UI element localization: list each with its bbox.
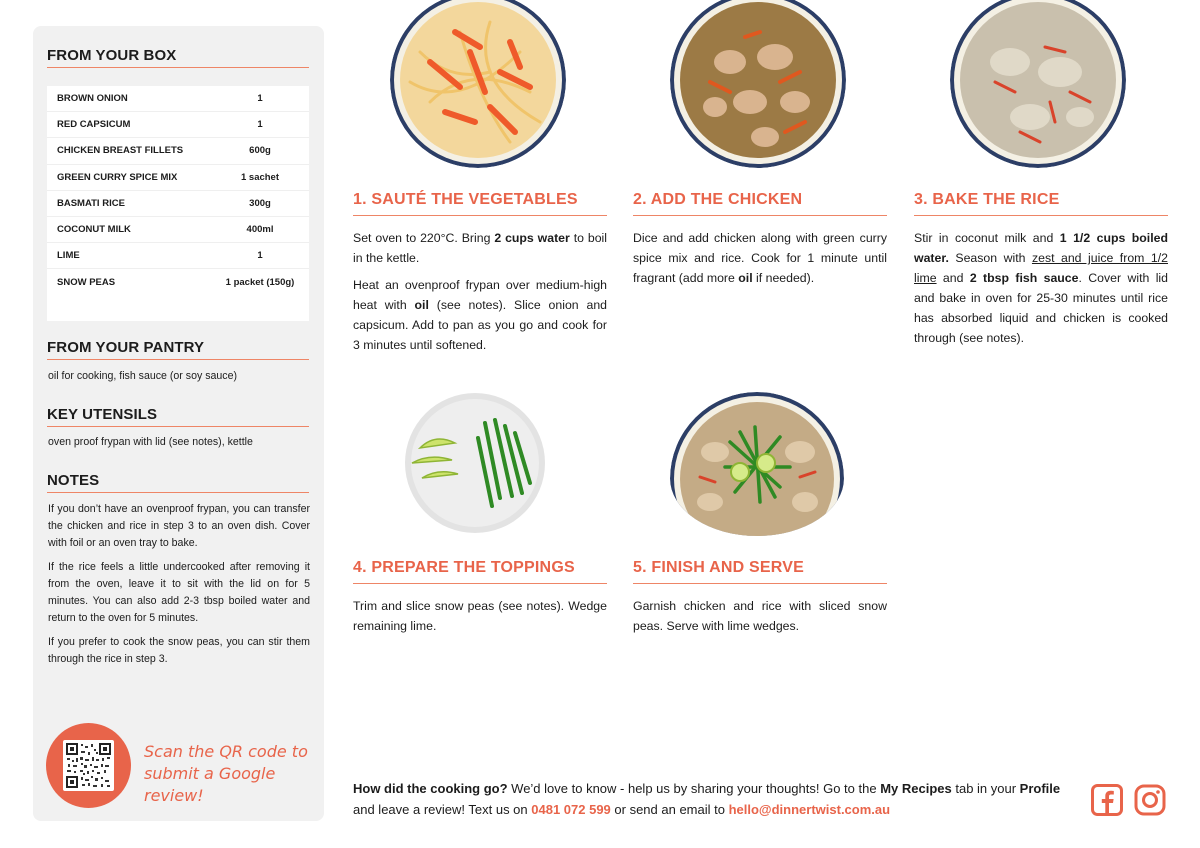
note-paragraph: If you prefer to cook the snow peas, you can stir them through the rice in step 3. xyxy=(48,636,310,665)
pantry-text: oil for cooking, fish sauce (or soy sauce) xyxy=(48,370,238,382)
ingredient-name: GREEN CURRY SPICE MIX xyxy=(57,171,178,183)
step-title: 5. FINISH AND SERVE xyxy=(633,559,887,584)
notes-body xyxy=(48,501,310,675)
key-utensils-title: KEY UTENSILS xyxy=(47,406,309,427)
box-row xyxy=(47,138,309,164)
box-row xyxy=(47,243,309,269)
step-1 xyxy=(353,191,607,362)
step-body xyxy=(353,596,607,636)
box-row xyxy=(47,86,309,112)
step-paragraph: Heat an ovenproof frypan over medium-high heat with oil (see notes). Slice onion and capsicum. Add to pan as you go and cook for 3 minutes until softened. xyxy=(353,278,608,352)
ingredient-name: SNOW PEAS xyxy=(57,276,116,288)
from-your-box-title: FROM YOUR BOX xyxy=(47,47,309,68)
step-paragraph: Trim and slice snow peas (see notes). Wedge remaining lime. xyxy=(353,599,607,633)
box-row xyxy=(47,165,309,191)
note-paragraph: If you don’t have an ovenproof frypan, you can transfer the chicken and rice in step 3 to an oven dish. Cover with foil or an oven tray to bake. xyxy=(48,503,310,549)
step-3 xyxy=(914,191,1168,355)
footer-text: or send an email to xyxy=(610,802,729,817)
qr-code-icon[interactable] xyxy=(63,740,114,791)
ingredient-name: COCONUT MILK xyxy=(57,224,131,236)
step2-photo xyxy=(670,0,846,168)
step-paragraph: Garnish chicken and rice with sliced snow peas. Serve with lime wedges. xyxy=(633,599,887,633)
ingredient-name: LIME xyxy=(57,250,80,262)
ingredients-sidebar xyxy=(33,26,324,821)
email-link[interactable]: hello@dinnertwist.com.au xyxy=(728,802,891,817)
box-row xyxy=(47,269,309,295)
ingredient-name: BROWN ONION xyxy=(57,93,128,105)
step-body xyxy=(633,228,887,288)
step3-photo xyxy=(950,0,1126,168)
profile-label: Profile xyxy=(1019,781,1061,796)
ingredient-qty: 600g xyxy=(249,145,271,157)
qr-caption-line: Scan the QR code to xyxy=(144,742,308,761)
from-your-pantry-title: FROM YOUR PANTRY xyxy=(47,339,309,360)
step-paragraph: Set oven to 220°C. Bring 2 cups water to boil in the kettle. xyxy=(353,231,607,265)
step-paragraph: Stir in coconut milk and 1 1/2 cups boiled water. Season with zest and juice from 1/2 lime and 2 tbsp fish sauce. Cover with lid and bake in oven for 25-30 minutes until rice has absorbed liquid and chicken is cooked through (see notes). xyxy=(914,231,1168,345)
step-title: 2. ADD THE CHICKEN xyxy=(633,191,887,216)
step-5 xyxy=(633,559,887,643)
step-paragraph: Dice and add chicken along with green curry spice mix and rice. Cook for 1 minute until fragrant (add more oil if needed). xyxy=(633,231,887,285)
ingredient-qty: 1 packet (150g) xyxy=(225,276,295,288)
step-body xyxy=(633,596,887,636)
step-title: 4. PREPARE THE TOPPINGS xyxy=(353,559,607,584)
review-footer xyxy=(353,778,1073,820)
box-row xyxy=(47,217,309,243)
step1-photo xyxy=(390,0,566,168)
my-recipes-label: My Recipes xyxy=(880,781,952,796)
ingredient-qty: 1 xyxy=(257,119,263,131)
ingredient-qty: 400ml xyxy=(246,224,274,236)
note-paragraph: If the rice feels a little undercooked after removing it from the oven, leave it to sit with the lid on for 5 minutes. You can also add 2-3 tbsp boiled water and return to the oven for 5 minutes. xyxy=(48,561,310,624)
qr-caption xyxy=(144,741,314,807)
ingredient-qty: 1 xyxy=(257,250,263,262)
step-4 xyxy=(353,559,607,643)
box-row xyxy=(47,112,309,138)
phone-link[interactable]: 0481 072 599 xyxy=(531,802,611,817)
box-row xyxy=(47,191,309,217)
ingredient-qty: 300g xyxy=(249,197,271,209)
notes-title: NOTES xyxy=(47,472,309,493)
instagram-icon[interactable] xyxy=(1134,784,1166,816)
qr-badge[interactable] xyxy=(46,723,131,808)
step-2 xyxy=(633,191,887,295)
ingredient-name: RED CAPSICUM xyxy=(57,119,131,131)
step-body xyxy=(353,228,607,355)
step5-photo xyxy=(670,392,844,536)
footer-text: We’d love to know - help us by sharing your thoughts! Go to the xyxy=(507,781,881,796)
footer-text: and leave a review! Text us on xyxy=(353,802,532,817)
step-body xyxy=(914,228,1168,348)
facebook-icon[interactable] xyxy=(1091,784,1123,816)
step-title: 3. BAKE THE RICE xyxy=(914,191,1168,216)
ingredient-name: CHICKEN BREAST FILLETS xyxy=(57,145,184,157)
footer-text: tab in your xyxy=(951,781,1020,796)
utensils-text: oven proof frypan with lid (see notes), kettle xyxy=(48,436,253,448)
ingredient-qty: 1 xyxy=(257,93,263,105)
qr-caption-line: submit a Google review! xyxy=(144,764,276,805)
box-ingredients-table xyxy=(47,86,309,321)
ingredient-name: BASMATI RICE xyxy=(57,197,125,209)
step4-photo xyxy=(400,388,550,538)
step-title: 1. SAUTÉ THE VEGETABLES xyxy=(353,191,607,216)
ingredient-qty: 1 sachet xyxy=(240,171,280,183)
footer-question: How did the cooking go? xyxy=(353,781,508,796)
